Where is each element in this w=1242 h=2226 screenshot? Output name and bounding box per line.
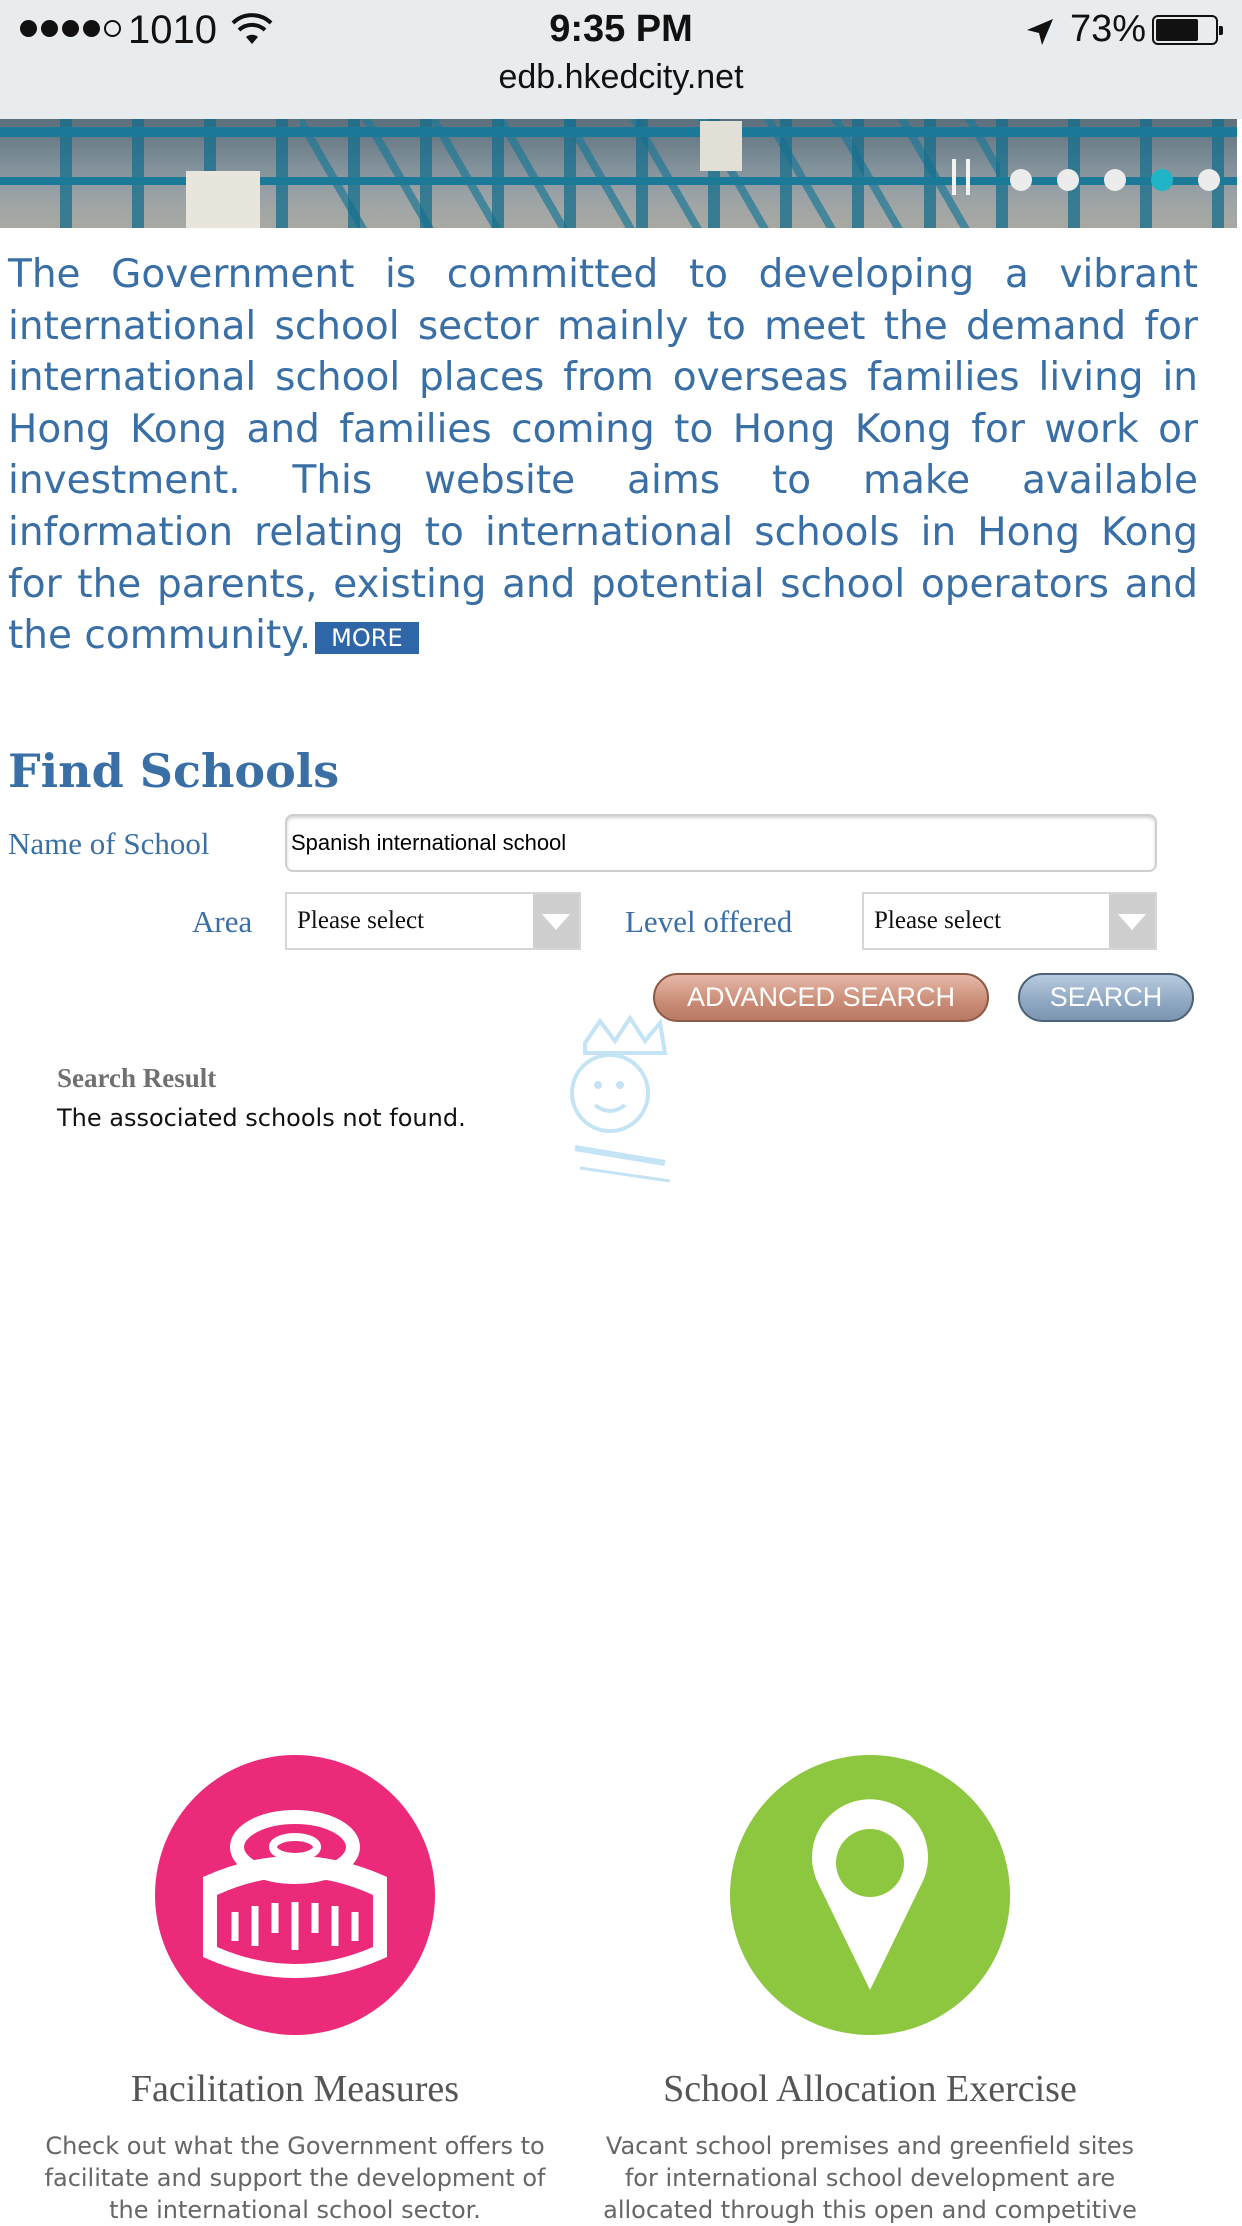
chevron-down-icon	[1109, 894, 1155, 948]
level-offered-label: Level offered	[625, 904, 793, 939]
school-allocation-card-icon[interactable]	[730, 1755, 1010, 2035]
area-label: Area	[192, 904, 253, 939]
find-schools-heading: Find Schools	[8, 744, 340, 798]
slide-dot[interactable]	[1010, 169, 1032, 191]
area-select[interactable]	[285, 892, 581, 950]
location-arrow-icon	[1025, 17, 1055, 47]
name-of-school-label: Name of School	[8, 826, 210, 861]
slide-dot[interactable]	[1104, 169, 1126, 191]
facilitation-measures-card-icon[interactable]	[155, 1755, 435, 2035]
level-select[interactable]	[862, 892, 1157, 950]
carrier-name: 1010	[128, 8, 217, 52]
slide-indicators	[1010, 169, 1220, 191]
map-pin-icon	[730, 1755, 1010, 2035]
slide-dot[interactable]	[1198, 169, 1220, 191]
slide-dot[interactable]	[1057, 169, 1079, 191]
chevron-down-icon	[533, 894, 579, 948]
level-select-value: Please select	[874, 907, 1002, 934]
baby-kingdom-watermark-icon	[555, 1013, 685, 1193]
measuring-tape-icon	[155, 1755, 435, 2035]
banner-sign-image	[700, 121, 742, 171]
pause-icon[interactable]	[952, 159, 974, 195]
clock: 9:35 PM	[549, 8, 693, 50]
more-button[interactable]: MORE	[315, 622, 418, 654]
status-bar	[0, 0, 1242, 60]
school-allocation-description: Vacant school premises and greenfield sites for international school development are allocated through this open and competitive	[603, 2132, 1137, 2224]
search-result-heading: Search Result	[57, 1063, 217, 1093]
intro-paragraph	[8, 249, 1198, 662]
address-bar-url[interactable]: edb.hkedcity.net	[498, 58, 744, 96]
search-result-message: The associated schools not found.	[57, 1104, 466, 1132]
facilitation-measures-description: Check out what the Government offers to facilitate and support the development of the international school sector.	[44, 2132, 546, 2224]
battery-percentage: 73%	[1070, 8, 1147, 50]
battery-icon	[1152, 15, 1218, 45]
area-select-value: Please select	[297, 907, 425, 934]
banner-sign-image	[186, 171, 260, 228]
banner-slideshow	[0, 119, 1237, 228]
facilitation-measures-title[interactable]: Facilitation Measures	[130, 2068, 460, 2110]
search-button[interactable]: SEARCH	[1018, 973, 1194, 1022]
school-allocation-title[interactable]: School Allocation Exercise	[663, 2068, 1077, 2110]
school-name-input[interactable]	[285, 814, 1157, 872]
intro-text: The Government is committed to developing a vibrant international school sector mainly to meet the demand for international school places from overseas families living in Hong Kong and families coming to Hong Kong for work or investment. This website aims to make available information relating to international schools in Hong Kong for the parents, existing and potential school operators and the community.	[8, 252, 1198, 659]
slide-dot-active[interactable]	[1151, 169, 1173, 191]
advanced-search-button[interactable]: ADVANCED SEARCH	[653, 973, 989, 1022]
browser-top-bar	[0, 0, 1242, 119]
